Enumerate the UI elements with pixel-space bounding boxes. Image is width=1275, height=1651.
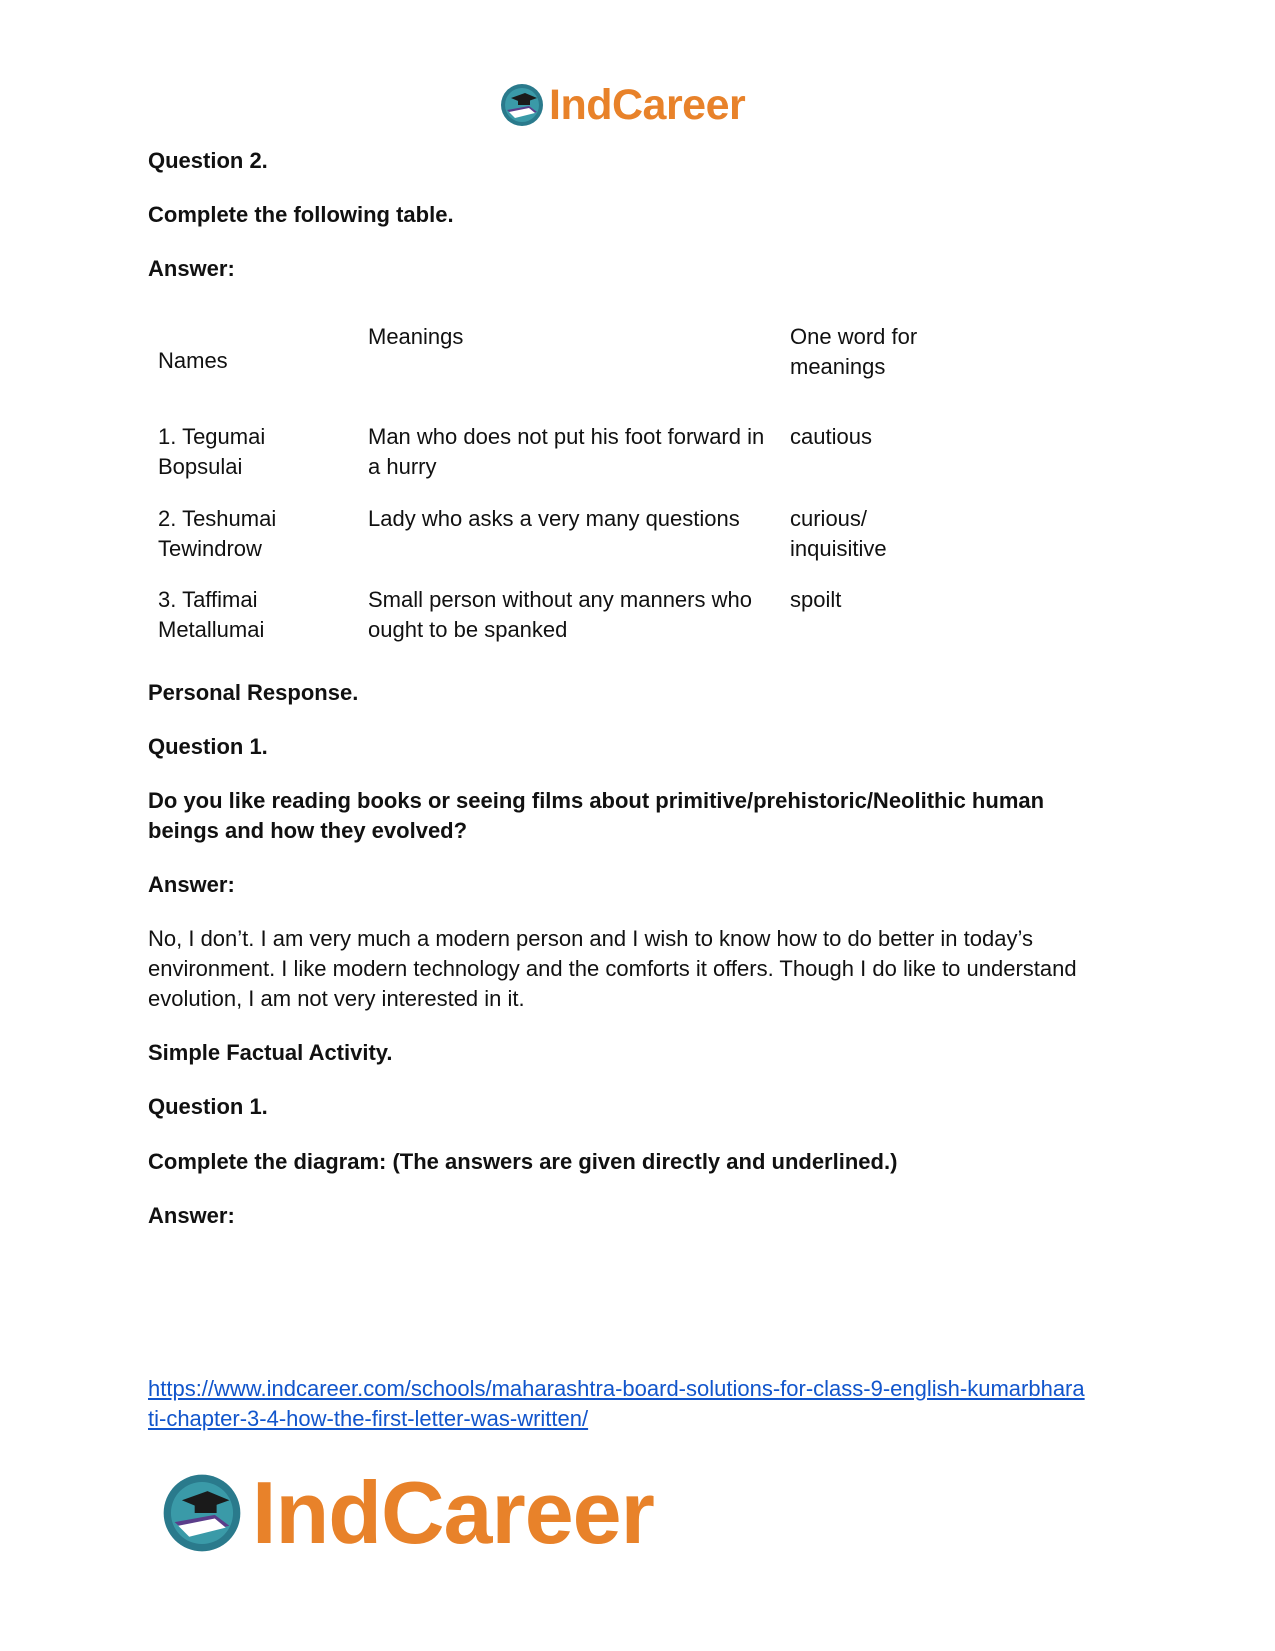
table-cell-meaning: Small person without any manners who ought to be spanked xyxy=(368,587,752,642)
source-url-line-1: https://www.indcareer.com/schools/maharashtra-board-solutions-for-class-9-english-kumarbhara xyxy=(148,1376,1085,1401)
logo-text: IndCareer xyxy=(252,1463,654,1562)
header-logo xyxy=(499,80,745,130)
answer-table xyxy=(148,310,948,650)
footer-logo xyxy=(160,1463,654,1562)
footer-link-block xyxy=(148,1374,1148,1434)
table-cell-word: curious/ inquisitive xyxy=(790,506,887,561)
table-cell-word: spoilt xyxy=(790,587,842,612)
table-cell-name: 3. Taffimai Metallumai xyxy=(158,587,265,642)
question-prompt: Complete the following table. xyxy=(148,202,454,227)
question-heading: Question 1. xyxy=(148,734,268,759)
graduation-book-icon xyxy=(499,82,545,128)
answer-label: Answer: xyxy=(148,872,235,897)
table-cell-meaning: Lady who asks a very many questions xyxy=(368,506,740,531)
answer-label: Answer: xyxy=(148,256,235,281)
table-cell-meaning: Man who does not put his foot forward in a hurry xyxy=(368,424,765,479)
graduation-book-icon xyxy=(160,1471,244,1555)
question-heading: Question 1. xyxy=(148,1094,268,1119)
section-heading: Simple Factual Activity. xyxy=(148,1040,393,1065)
question-prompt: Do you like reading books or seeing films about primitive/prehistoric/Neolithic human beings and how they evolved? xyxy=(148,788,1045,843)
table-cell-name: 2. Teshumai Tewindrow xyxy=(158,506,277,561)
source-url-link[interactable] xyxy=(148,1374,1148,1434)
question-prompt: Complete the diagram: (The answers are given directly and underlined.) xyxy=(148,1149,898,1174)
section-heading: Personal Response. xyxy=(148,680,359,705)
answer-label: Answer: xyxy=(148,1203,235,1228)
question-heading: Question 2. xyxy=(148,148,268,173)
table-header-meanings: Meanings xyxy=(368,324,464,349)
table-cell-name: 1. Tegumai Bopsulai xyxy=(158,424,266,479)
table-header-names: Names xyxy=(158,348,228,373)
answer-text: No, I don’t. I am very much a modern person and I wish to know how to do better in today’s environment. I like modern technology and the comforts it offers. Though I do like to understand evolution, I am not very interested in it. xyxy=(148,926,1077,1011)
source-url-line-2: ti-chapter-3-4-how-the-first-letter-was-written/ xyxy=(148,1406,589,1431)
table-cell-word: cautious xyxy=(790,424,872,449)
table-header-one-word: One word for meanings xyxy=(790,324,918,379)
logo-text: IndCareer xyxy=(549,80,746,129)
